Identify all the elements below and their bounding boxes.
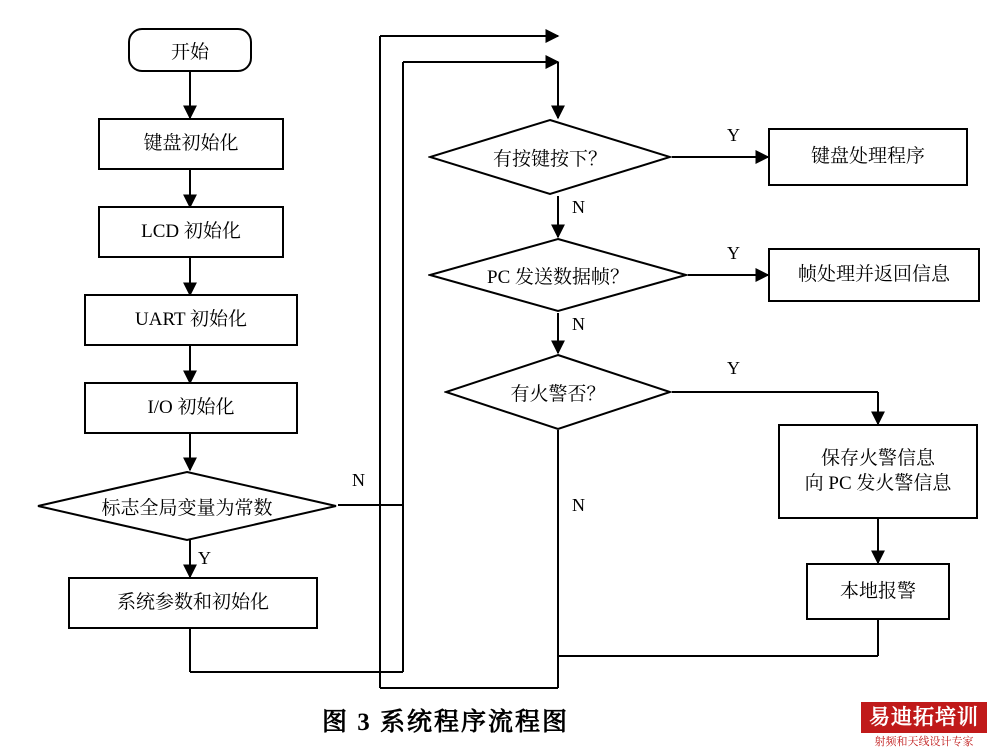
edge-label-pc-no: N <box>572 314 585 334</box>
edge-label-key-no: N <box>572 197 585 217</box>
node-uart-init <box>84 294 298 346</box>
node-io-init-label: I/O 初始化 <box>147 397 235 419</box>
edge-label-flag-yes: Y <box>198 548 211 568</box>
node-keyboard-handler <box>768 128 968 186</box>
node-keyboard-handler-label: 键盘处理程序 <box>810 146 925 168</box>
watermark <box>861 702 987 748</box>
watermark-subtitle: 射频和天线设计专家 <box>874 734 974 748</box>
watermark-title: 易迪拓培训 <box>861 702 987 733</box>
node-uart-init-label: UART 初始化 <box>135 309 247 331</box>
node-pc-frame <box>428 237 688 313</box>
node-local-alarm <box>806 563 950 620</box>
edge-label-fire-yes: Y <box>727 358 740 378</box>
figure-caption: 图 3 系统程序流程图 <box>322 709 570 736</box>
node-save-alarm-line2: 向 PC 发火警信息 <box>804 472 952 494</box>
edge-label-key-yes: Y <box>727 125 740 145</box>
node-key-pressed-label: 有按键按下？ <box>492 148 607 170</box>
node-frame-handler-label: 帧处理并返回信息 <box>797 264 950 286</box>
node-keyboard-init <box>98 118 284 170</box>
node-start-label: 开始 <box>170 41 209 63</box>
node-fire-alarm <box>444 353 672 431</box>
node-save-alarm-line1: 保存火警信息 <box>820 447 935 469</box>
edge-label-fire-no: N <box>572 495 585 515</box>
node-save-alarm <box>778 424 978 519</box>
node-lcd-init-label: LCD 初始化 <box>141 221 241 243</box>
node-sys-param-init <box>68 577 318 629</box>
node-local-alarm-label: 本地报警 <box>839 580 916 602</box>
node-start <box>128 28 252 72</box>
node-frame-handler <box>768 248 980 302</box>
node-key-pressed <box>428 118 672 196</box>
edge-label-flag-no: N <box>352 470 365 490</box>
node-pc-frame-label: PC 发送数据帧？ <box>487 266 629 288</box>
node-io-init <box>84 382 298 434</box>
node-keyboard-init-label: 键盘初始化 <box>143 133 239 155</box>
node-lcd-init <box>98 206 284 258</box>
node-fire-alarm-label: 有火警否？ <box>510 383 606 405</box>
node-sys-param-init-label: 系统参数和初始化 <box>116 592 269 614</box>
node-flag-check-label: 标志全局变量为常数 <box>101 497 273 519</box>
edge-label-pc-yes: Y <box>727 243 740 263</box>
node-flag-check <box>36 470 338 542</box>
